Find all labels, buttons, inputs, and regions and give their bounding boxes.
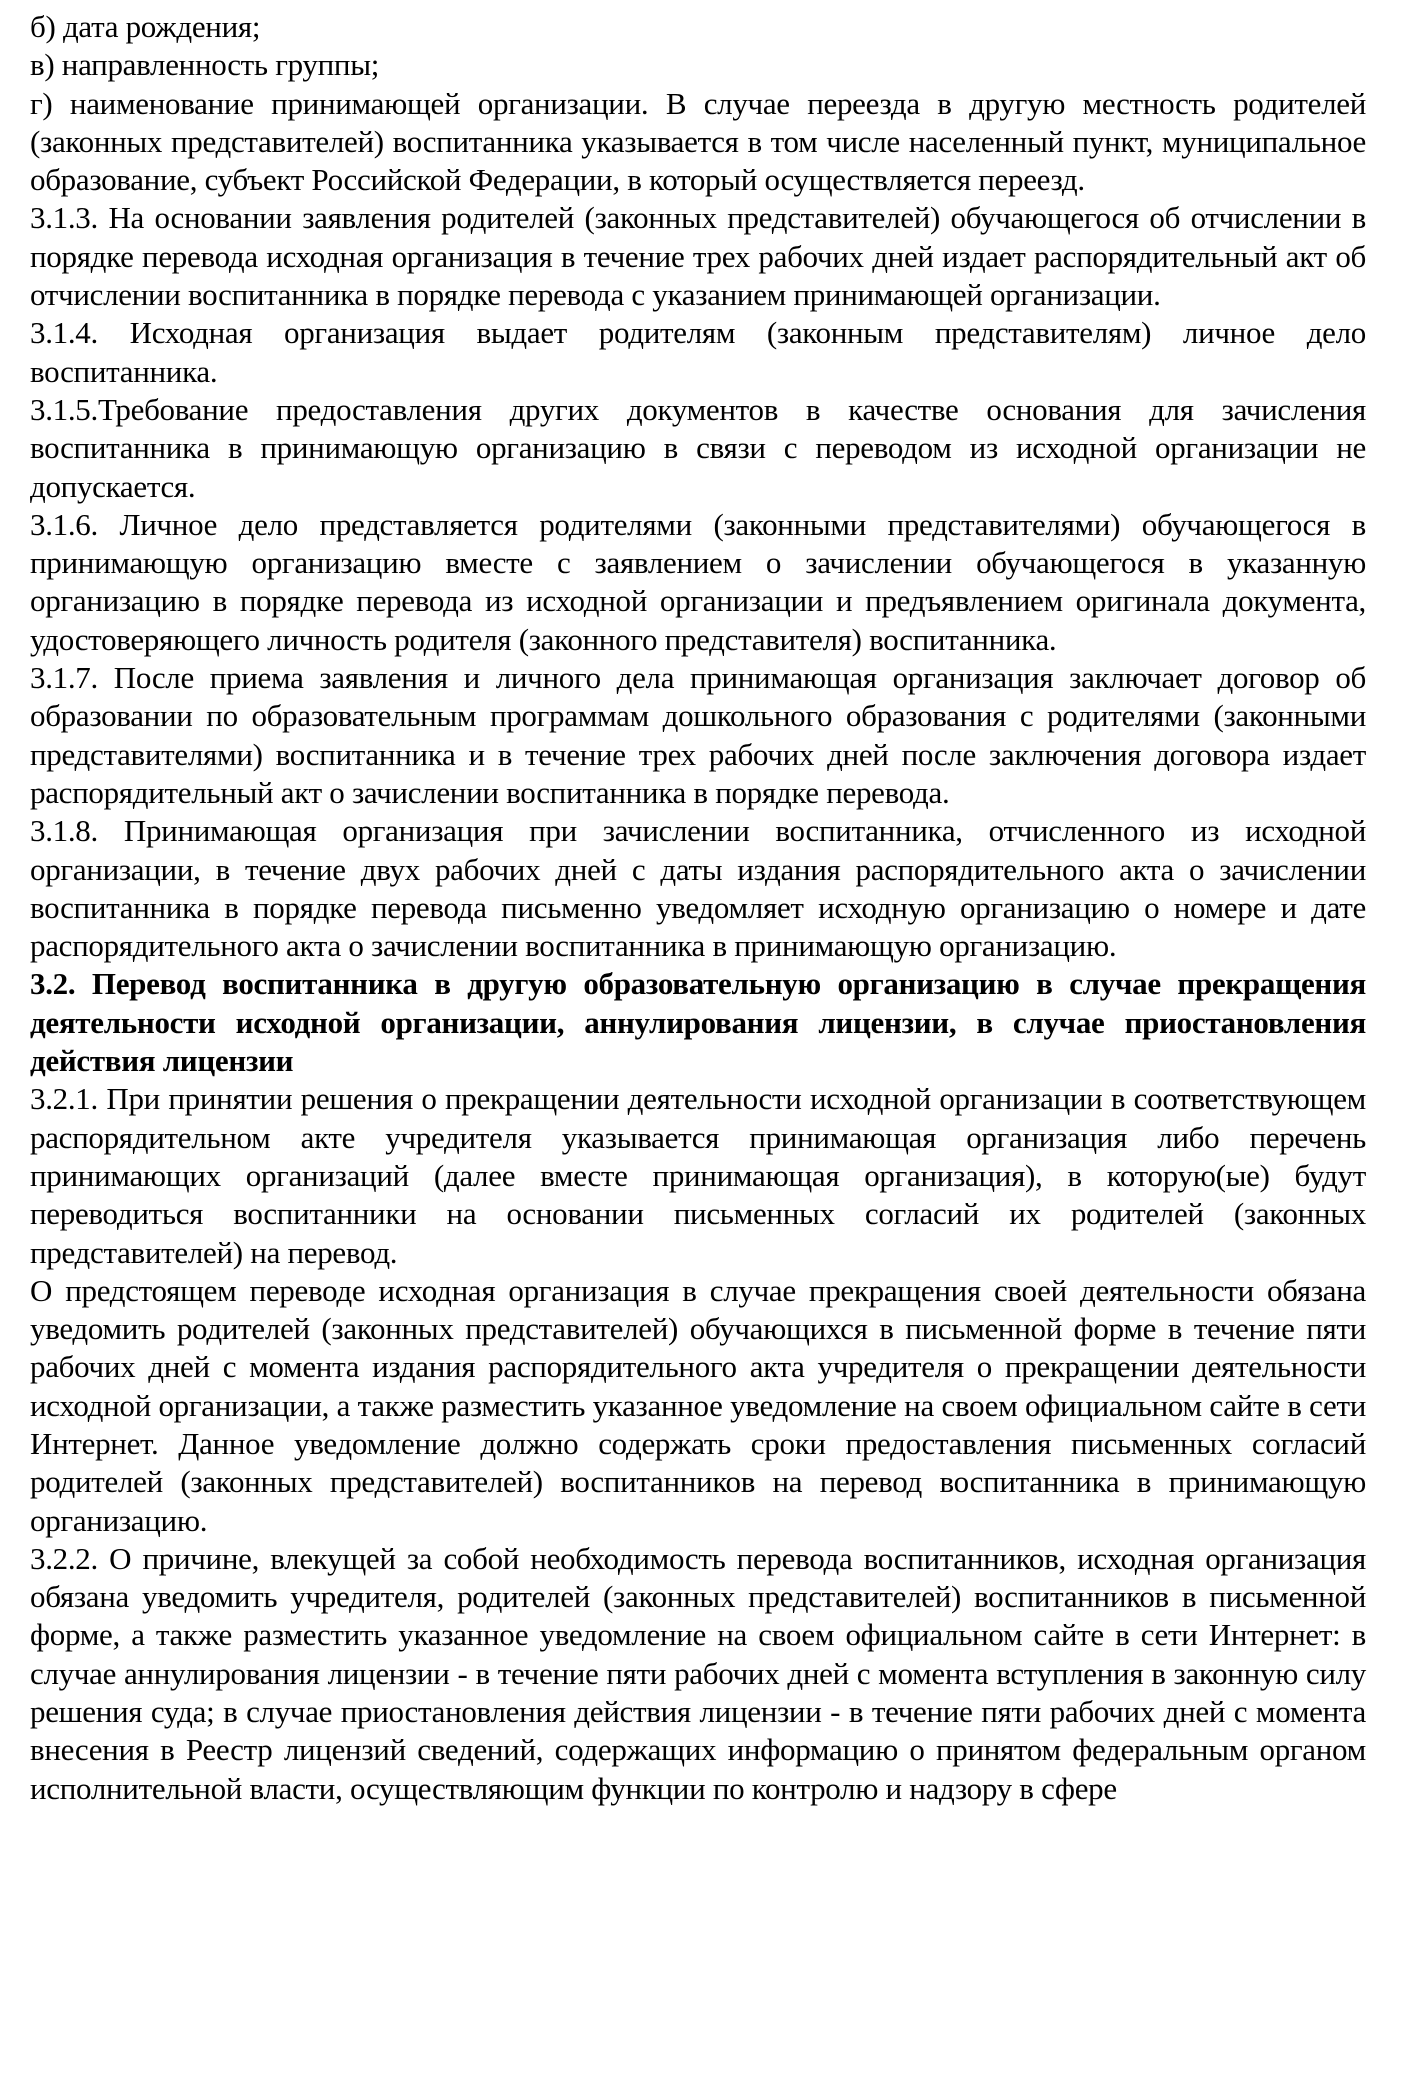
paragraph: О предстоящем переводе исходная организация в случае прекращения своей деятельности обязана уведомить родителей (законных представителей) обучающихся в письменной форме в течение пяти рабочих дней с момента издания распорядительного акта учредителя о прекращении деятельности исходной организации, а также разместить указанное уведомление на своем официальном сайте в сети Интернет. Данное уведомление должно содержать сроки предоставления письменных согласий родителей (законных представителей) воспитанников на перевод воспитанника в принимающую организацию.: [30, 1272, 1366, 1538]
paragraph: 3.1.7. После приема заявления и личного дела принимающая организация заключает договор об образовании по образовательным программам дошкольного образования с родителями (законными представителями) воспитанника и в течение трех рабочих дней после заключения договора издает распорядительный акт о зачислении воспитанника в порядке перевода.: [30, 660, 1366, 810]
paragraph: 3.2.1. При принятии решения о прекращении деятельности исходной организации в соответствующем распорядительном акте учредителя указывается принимающая организация либо перечень принимающих организаций (далее вместе принимающая организация), в которую(ые) будут переводиться воспитанники на основании письменных согласий их родителей (законных представителей) на перевод.: [30, 1081, 1366, 1270]
paragraph: 3.1.8. Принимающая организация при зачислении воспитанника, отчисленного из исходной организации, в течение двух рабочих дней с даты издания распорядительного акта о зачислении воспитанника в порядке перевода письменно уведомляет исходную организацию о номере и дате распорядительного акта о зачислении воспитанника в принимающую организацию.: [30, 813, 1366, 964]
paragraph: 3.1.5.Требование предоставления других документов в качестве основания для зачисления воспитанника в принимающую организацию в связи с переводом из исходной организации не допускается.: [30, 391, 1366, 504]
paragraph: 3.1.3. На основании заявления родителей (законных представителей) обучающегося об отчислении в порядке перевода исходная организация в течение трех рабочих дней издает распорядительный акт об отчислении воспитанника в порядке перевода с указанием принимающей организации.: [30, 200, 1366, 313]
paragraph: б) дата рождения;: [30, 9, 261, 44]
paragraph: 3.1.6. Личное дело представляется родителями (законными представителями) обучающегося в принимающую организацию вместе с заявлением о зачислении обучающегося в указанную организацию в порядке перевода из исходной организации и предъявлением оригинала документа, удостоверяющего личность родителя (законного представителя) воспитанника.: [30, 506, 1366, 657]
paragraph: в) направленность группы;: [30, 47, 380, 83]
paragraph: 3.1.4. Исходная организация выдает родителям (законным представителям) личное дело воспитанника.: [30, 315, 1366, 389]
paragraph: 3.2.2. О причине, влекущей за собой необходимость перевода воспитанников, исходная организация обязана уведомить учредителя, родителей (законных представителей) воспитанников в письменной форме, а также разместить указанное уведомление на своем официальном сайте в сети Интернет: в случае аннулирования лицензии - в течение пяти рабочих дней с момента вступления в законную силу решения суда; в случае приостановления действия лицензии - в течение пяти рабочих дней с момента внесения в Реестр лицензий сведений, содержащих информацию о принятом федеральным органом исполнительной власти, осуществляющим функции по контролю и надзору в сфере: [30, 1540, 1366, 1806]
paragraph: г) наименование принимающей организации. В случае переезда в другую местность родителей (законных представителей) воспитанника указывается в том числе населенный пункт, муниципальное образование, субъект Российской Федерации, в который осуществляется переезд.: [30, 85, 1366, 198]
section-heading: 3.2. Перевод воспитанника в другую образовательную организацию в случае прекращения деятельности исходной организации, аннулирования лицензии, в случае приостановления действия лицензии: [30, 966, 1366, 1079]
document-body: [30, 8, 1366, 1808]
